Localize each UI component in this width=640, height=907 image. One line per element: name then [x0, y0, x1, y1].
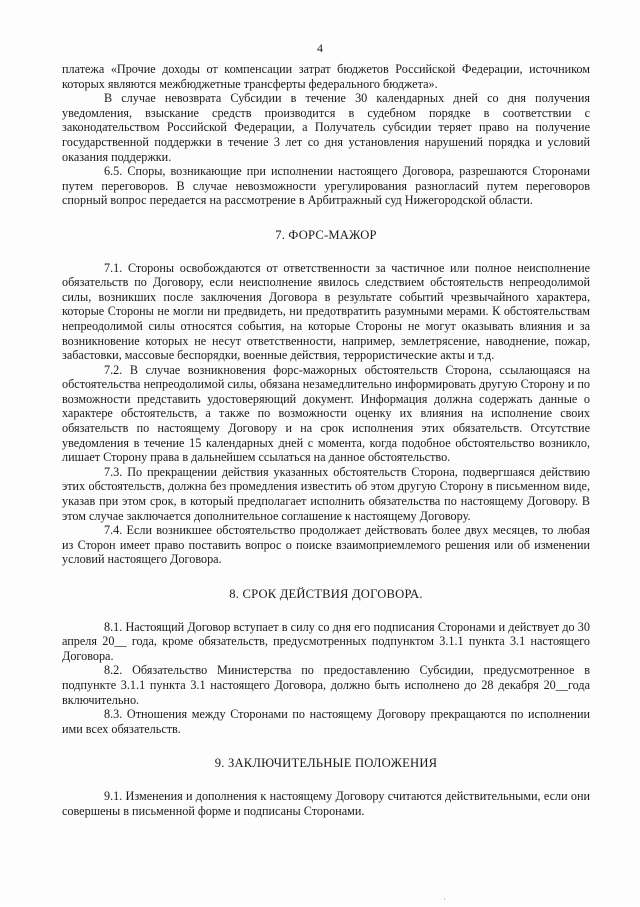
paragraph-7-1: 7.1. Стороны освобождаются от ответственности за частичное или полное неисполнение обязательств по Договору, если неисполнение явилось следствием обстоятельств непреодолимой силы, возникших после заключения Договора в результате событий чрезвычайного характера, которые Стороны не могли ни предвидеть, ни предотвратить разумными мерами. К обстоятельствам непреодолимой силы относятся события, на которые Стороны не могут оказывать влияния и за возникновение которых не несут ответственности, например, землетрясение, наводнение, пожар, забастовки, массовые беспорядки, военные действия, террористические акты и т.д. [62, 260, 590, 363]
paragraph-6-5: 6.5. Споры, возникающие при исполнении настоящего Договора, разрешаются Сторонами путем переговоров. В случае невозможности урегулирования разногласий путем переговоров спорный вопрос передается на рассмотрение в Арбитражный суд Нижегородской области. [62, 164, 590, 208]
paragraph-subsidy-refund: В случае невозврата Субсидии в течение 30 календарных дней со дня получения уведомления, взыскание средств производится в судебном порядке в соответствии с законодательством Российской Федерации, а Получатель субсидии теряет право на получение государственной поддержки в течение 3 лет со дня установления нарушений порядка и условий оказания поддержки. [62, 91, 590, 164]
document-body [62, 62, 590, 818]
paragraph-8-1: 8.1. Настоящий Договор вступает в силу со дня его подписания Сторонами и действует до 30 апреля 20__ года, кроме обязательств, предусмотренных подпунктом 3.1.1 пункта 3.1 настоящего Договора. [62, 619, 590, 663]
paragraph-7-3: 7.3. По прекращении действия указанных обстоятельств Сторона, подвергшаяся действию этих обстоятельств, должна без промедления известить об этом другую Сторону в письменном виде, указав при этом срок, в который предполагает исполнить обязательства по настоящему Договору. В этом случае заключается дополнительное соглашение к настоящему Договору. [62, 464, 590, 523]
page-number: 4 [317, 41, 323, 55]
section-9-heading: 9. ЗАКЛЮЧИТЕЛЬНЫЕ ПОЛОЖЕНИЯ [214, 756, 438, 771]
paragraph-8-2: 8.2. Обязательство Министерства по предоставлению Субсидии, предусмотренное в подпункте 3.1.1 пункта 3.1 настоящего Договора, должно быть исполнено до 28 декабря 20__года включительно. [62, 663, 590, 707]
section-7-heading: 7. ФОРС-МАЖОР [275, 227, 377, 242]
paragraph-7-2: 7.2. В случае возникновения форс-мажорных обстоятельств Сторона, ссылающаяся на обстоятельства непреодолимой силы, обязана незамедлительно информировать другую Сторону и по возможности представить удостоверяющий документ. Информация должна содержать данные о характере обстоятельств, а также по возможности оценку их влияния на исполнение своих обязательств по настоящему Договору и на срок исполнения этих обязательств. Отсутствие уведомления в течение 15 календарных дней с момента, когда подобное обстоятельство возникло, лишает Сторону права в дальнейшем ссылаться на данное обстоятельство. [62, 362, 590, 465]
paragraph-6-4-continuation: платежа «Прочие доходы от компенсации затрат бюджетов Российской Федерации, источником которых являются межбюджетные трансферты федерального бюджета». [62, 62, 590, 91]
paragraph-8-3: 8.3. Отношения между Сторонами по настоящему Договору прекращаются по исполнении ими всех обязательств. [62, 707, 590, 736]
scan-speck: · [443, 894, 446, 904]
section-8-heading: 8. СРОК ДЕЙСТВИЯ ДОГОВОРА. [229, 587, 423, 601]
paragraph-9-1: 9.1. Изменения и дополнения к настоящему Договору считаются действительными, если они совершены в письменной форме и подписаны Сторонами. [62, 788, 590, 818]
paragraph-7-4: 7.4. Если возникшее обстоятельство продолжает действовать более двух месяцев, то любая из Сторон имеет право поставить вопрос о поиске взаимоприемлемого решения или об изменении условий настоящего Договора. [62, 523, 590, 567]
